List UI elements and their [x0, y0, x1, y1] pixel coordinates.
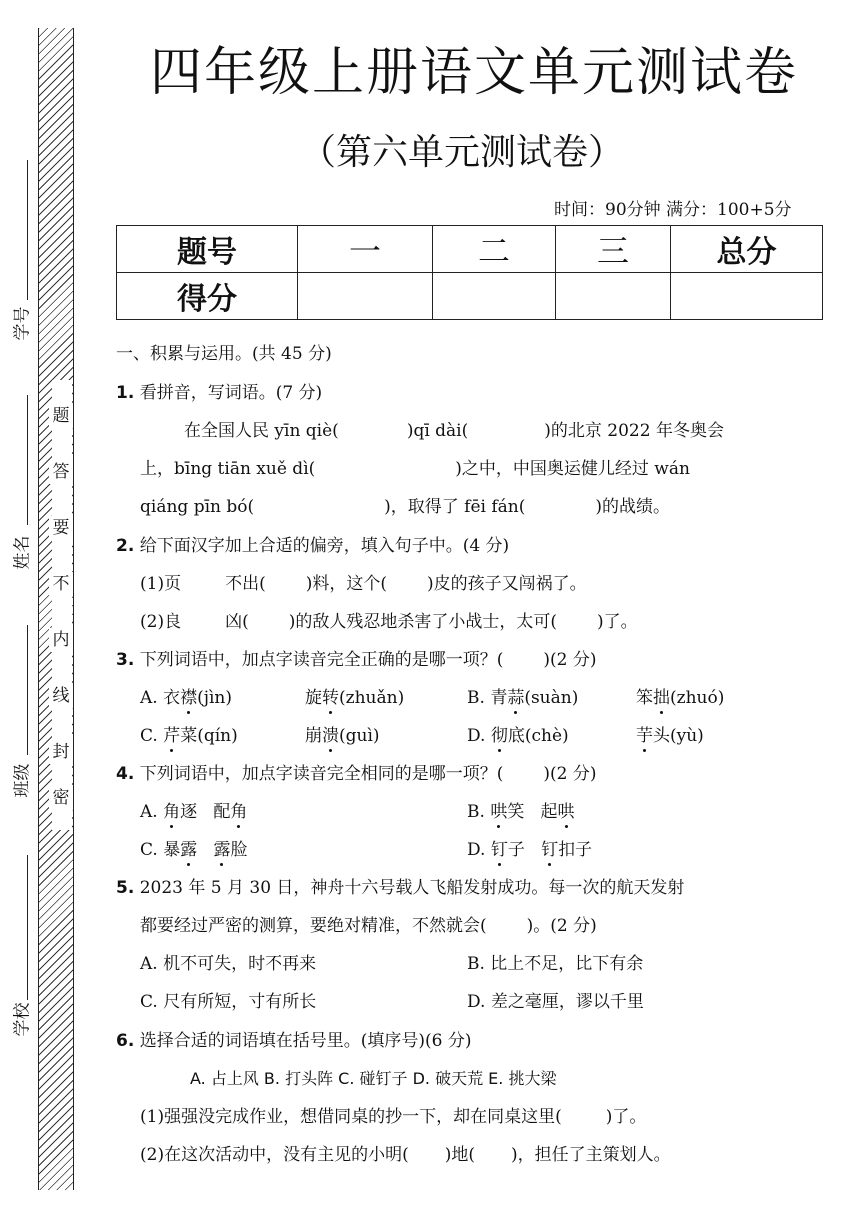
question-text: )了。: [605, 1107, 647, 1127]
question-text: 选择合适的词语填在括号里。(填序号)(6 分): [139, 1031, 472, 1051]
question-text: 看拼音，写词语。(7 分): [139, 383, 323, 403]
score-table: [116, 225, 823, 320]
score-table-col-1: 一: [298, 226, 433, 273]
question-text: 上，bīng tiān xuě dì(: [140, 459, 316, 479]
score-row-label: 得分: [117, 273, 298, 320]
question-text: )的战绩。: [595, 497, 671, 517]
question-1-line-1: [184, 419, 724, 443]
school-line[interactable]: [27, 855, 28, 1000]
option-a[interactable]: A. 角逐 配角: [140, 802, 248, 822]
question-text: )皮的孩子又闯祸了。: [427, 574, 587, 594]
question-6-line-2: [140, 1143, 671, 1167]
option-a[interactable]: A. 衣襟(jìn): [140, 688, 233, 708]
question-number: 3.: [116, 650, 135, 670]
question-text: (1)页: [140, 574, 182, 594]
seal-char: 密: [49, 786, 73, 810]
question-text: )。(2 分): [526, 916, 597, 936]
seal-char: 线: [49, 684, 73, 708]
question-2-line-2: [140, 610, 638, 634]
seal-char: 内: [49, 628, 73, 652]
question-6-prompt: [116, 1029, 471, 1053]
question-4-prompt: [116, 762, 596, 786]
question-5-line-2: [140, 914, 597, 938]
section-heading: 一、积累与运用。(共 45 分): [116, 344, 332, 364]
question-number: 4.: [116, 764, 135, 784]
question-number: 6.: [116, 1031, 135, 1051]
score-cell[interactable]: [556, 273, 671, 320]
option-c[interactable]: C. 暴露 露脸: [140, 840, 248, 860]
seal-char: 要: [49, 516, 73, 540]
question-2-prompt: [116, 534, 509, 558]
question-1-line-3: [140, 495, 670, 519]
question-number: 2.: [116, 536, 135, 556]
question-6-line-1: [140, 1105, 646, 1129]
option-c[interactable]: C. 尺有所短，寸有所长: [140, 992, 317, 1012]
question-text: )料，这个(: [305, 574, 387, 594]
question-text: )(2 分): [543, 764, 597, 784]
school-label: 学校: [12, 1002, 33, 1037]
score-cell[interactable]: [671, 273, 823, 320]
question-text: 在全国人民 yīn qiè(: [184, 421, 339, 441]
question-text: 下列词语中，加点字读音完全相同的是哪一项？(: [139, 764, 504, 784]
question-text: 凶(: [225, 612, 249, 632]
option-d-word-2: 芋头(yù): [636, 726, 704, 746]
seal-char: 题: [49, 404, 73, 428]
question-text: (2)良: [140, 612, 182, 632]
question-text: )的敌人残忍地杀害了小战士，太可(: [288, 612, 557, 632]
page-title: 四年级上册语文单元测试卷: [150, 43, 799, 103]
question-text: )qī dài(: [406, 421, 469, 441]
question-text: )，担任了主策划人。: [510, 1145, 671, 1165]
question-text: )了。: [597, 612, 638, 632]
seal-char: 答: [49, 460, 73, 484]
seal-char: 封: [49, 740, 73, 764]
question-number: 1.: [116, 383, 135, 403]
question-number: 5.: [116, 878, 135, 898]
class-label: 班级: [12, 763, 33, 798]
name-label: 姓名: [12, 535, 33, 570]
question-2-line-1: [140, 572, 587, 596]
seal-char: 不: [49, 572, 73, 596]
score-table-col-2: 二: [433, 226, 556, 273]
score-table-score-row: [117, 273, 823, 320]
question-text: )的北京 2022 年冬奥会: [544, 421, 724, 441]
student-id-label: 学号: [12, 306, 33, 341]
question-1-prompt: [116, 381, 322, 405]
question-text: (2)在这次活动中，没有主见的小明(: [140, 1145, 409, 1165]
question-1-line-2: [140, 457, 690, 481]
score-table-header-row: [117, 226, 823, 273]
score-cell[interactable]: [298, 273, 433, 320]
question-text: 2023 年 5 月 30 日，神舟十六号载人飞船发射成功。每一次的航天发射: [139, 878, 685, 898]
question-text: )地(: [444, 1145, 475, 1165]
question-text: 不出(: [225, 574, 266, 594]
option-b[interactable]: B. 比上不足，比下有余: [467, 954, 644, 974]
question-5-prompt: [116, 876, 684, 900]
option-b-word-2: 笨拙(zhuó): [636, 688, 725, 708]
question-text: )之中，中国奥运健儿经过 wán: [455, 459, 690, 479]
option-d[interactable]: D. 差之毫厘，谬以千里: [467, 992, 644, 1012]
option-a[interactable]: A. 机不可失，时不再来: [140, 954, 317, 974]
option-b[interactable]: B. 青蒜(suàn): [467, 688, 579, 708]
option-b[interactable]: B. 哄笑 起哄: [467, 802, 575, 822]
score-cell[interactable]: [433, 273, 556, 320]
question-text: qiáng pīn bó(: [140, 497, 255, 517]
question-text: 下列词语中，加点字读音完全正确的是哪一项？(: [139, 650, 504, 670]
option-c[interactable]: C. 芹菜(qín): [140, 726, 238, 746]
question-text: 给下面汉字加上合适的偏旁，填入句子中。(4 分): [139, 536, 510, 556]
score-table-col-3: 三: [556, 226, 671, 273]
name-line[interactable]: [27, 395, 28, 525]
score-table-label-cell: 题号: [117, 226, 298, 273]
option-d[interactable]: D. 钉子 钉扣子: [467, 840, 593, 860]
question-text: )，取得了 fēi fán(: [384, 497, 526, 517]
option-c-word-2: 崩溃(guì): [305, 726, 380, 746]
class-line[interactable]: [27, 625, 28, 755]
question-text: 都要经过严密的测算，要绝对精准，不然就会(: [140, 916, 487, 936]
page-subtitle: （第六单元测试卷）: [300, 132, 625, 173]
option-d[interactable]: D. 彻底(chè): [467, 726, 569, 746]
option-a-word-2: 旋转(zhuǎn): [305, 688, 405, 708]
question-text: (1)强强没完成作业，想借同桌的抄一下，却在同桌这里(: [140, 1107, 562, 1127]
score-table-col-total: 总分: [671, 226, 823, 273]
word-options: A. 占上风 B. 打头阵 C. 碰钉子 D. 破天荒 E. 挑大梁: [190, 1069, 557, 1088]
question-3-prompt: [116, 648, 596, 672]
student-id-line[interactable]: [27, 160, 28, 300]
question-text: )(2 分): [543, 650, 597, 670]
time-info: 时间：90分钟 满分：100+5分: [554, 200, 792, 220]
